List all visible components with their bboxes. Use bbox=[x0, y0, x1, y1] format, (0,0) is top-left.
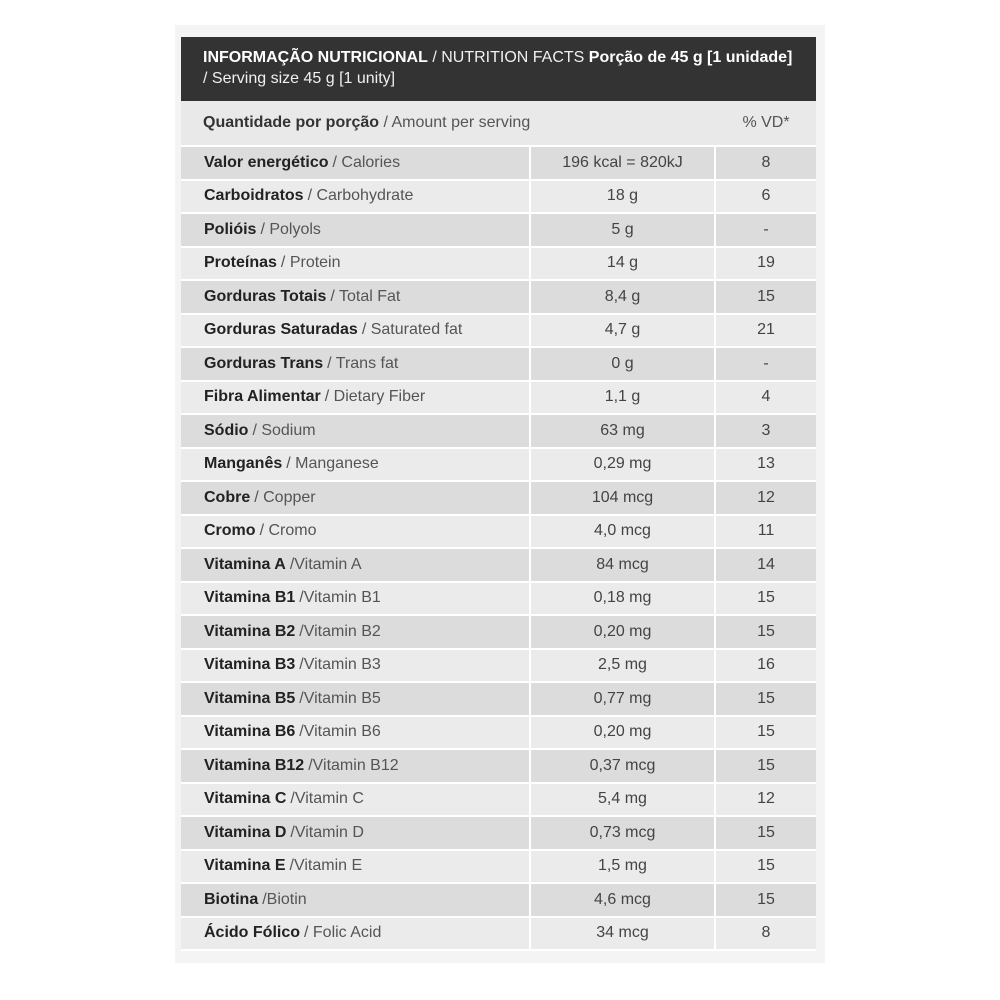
nutrient-amount: 4,7 g bbox=[531, 315, 716, 347]
nutrient-daily-value: 12 bbox=[757, 790, 775, 808]
nutrient-amount: 4,6 mcg bbox=[531, 884, 716, 916]
nutrient-name-en: / Trans fat bbox=[327, 354, 399, 372]
nutrient-daily-value: 15 bbox=[757, 756, 775, 774]
nutrient-name-pt: Vitamina B5 bbox=[204, 689, 296, 707]
nutrient-name-en: / Saturated fat bbox=[361, 321, 463, 339]
nutrient-name bbox=[181, 784, 531, 816]
table-row bbox=[181, 482, 816, 516]
nutrient-daily-value: 15 bbox=[757, 689, 775, 707]
nutrient-name-en: /Vitamin A bbox=[289, 555, 362, 573]
nutrient-daily-value: 19 bbox=[757, 254, 775, 272]
nutrient-name bbox=[181, 683, 531, 715]
nutrient-daily-value: 15 bbox=[757, 823, 775, 841]
nutrient-daily-value: 15 bbox=[757, 589, 775, 607]
nutrient-name-pt: Vitamina B2 bbox=[204, 622, 296, 640]
amount-label bbox=[181, 114, 716, 132]
amount-label-pt: Quantidade por porção bbox=[203, 114, 380, 131]
nutrient-name-pt: Vitamina D bbox=[204, 823, 287, 841]
nutrient-amount: 1,1 g bbox=[531, 382, 716, 414]
nutrition-panel bbox=[175, 25, 825, 963]
table-row bbox=[181, 683, 816, 717]
nutrient-name-en: / Cromo bbox=[259, 522, 317, 540]
nutrient-name-en: /Vitamin E bbox=[289, 857, 363, 875]
nutrient-name bbox=[181, 315, 531, 347]
nutrient-daily-value: 13 bbox=[757, 455, 775, 473]
table-row bbox=[181, 817, 816, 851]
table-row bbox=[181, 650, 816, 684]
nutrient-amount: 14 g bbox=[531, 248, 716, 280]
table-row bbox=[181, 616, 816, 650]
nutrient-daily-value: 3 bbox=[761, 421, 771, 439]
nutrient-name-pt: Vitamina B1 bbox=[204, 589, 296, 607]
nutrient-name-en: /Vitamin D bbox=[290, 823, 364, 841]
nutrient-amount: 63 mg bbox=[531, 415, 716, 447]
table-row bbox=[181, 717, 816, 751]
nutrient-name-en: / Total Fat bbox=[330, 287, 401, 305]
nutrient-amount: 196 kcal = 820kJ bbox=[531, 147, 716, 179]
nutrient-name-en: /Vitamin B2 bbox=[299, 622, 381, 640]
nutrition-table bbox=[181, 37, 816, 951]
nutrient-name-pt: Vitamina C bbox=[204, 790, 287, 808]
nutrient-daily-value: - bbox=[763, 220, 769, 238]
nutrient-daily-value: 12 bbox=[757, 488, 775, 506]
table-row bbox=[181, 214, 816, 248]
nutrient-name bbox=[181, 449, 531, 481]
table-row bbox=[181, 382, 816, 416]
nutrient-name-en: /Vitamin B6 bbox=[299, 723, 381, 741]
nutrient-name bbox=[181, 382, 531, 414]
nutrient-name bbox=[181, 851, 531, 883]
nutrient-name bbox=[181, 650, 531, 682]
nutrient-name-en: / Folic Acid bbox=[304, 924, 382, 942]
amount-label-en: / Amount per serving bbox=[383, 114, 531, 131]
nutrient-name-en: /Vitamin B1 bbox=[299, 589, 381, 607]
nutrient-daily-value: 4 bbox=[761, 388, 771, 406]
nutrient-name-en: / Protein bbox=[280, 254, 341, 272]
nutrient-amount: 84 mcg bbox=[531, 549, 716, 581]
table-row bbox=[181, 281, 816, 315]
nutrition-title-bar bbox=[181, 37, 816, 101]
nutrient-daily-value: 15 bbox=[757, 857, 775, 875]
serving-pt: Porção de 45 g [1 unidade] bbox=[588, 49, 793, 66]
nutrient-daily-value: 16 bbox=[757, 656, 775, 674]
nutrient-name-pt: Ácido Fólico bbox=[204, 924, 300, 942]
nutrient-daily-value: 21 bbox=[757, 321, 775, 339]
nutrient-name bbox=[181, 482, 531, 514]
nutrient-name-en: /Vitamin B3 bbox=[299, 656, 381, 674]
nutrient-amount: 4,0 mcg bbox=[531, 516, 716, 548]
nutrient-daily-value: 15 bbox=[757, 622, 775, 640]
nutrient-daily-value: 15 bbox=[757, 890, 775, 908]
nutrient-name-pt: Vitamina A bbox=[204, 555, 286, 573]
nutrient-amount: 8,4 g bbox=[531, 281, 716, 313]
nutrient-name-pt: Vitamina B3 bbox=[204, 656, 296, 674]
table-row bbox=[181, 784, 816, 818]
nutrient-daily-value: 15 bbox=[757, 723, 775, 741]
nutrient-name bbox=[181, 750, 531, 782]
nutrient-name bbox=[181, 884, 531, 916]
nutrient-daily-value: 8 bbox=[761, 153, 771, 171]
nutrient-name-en: / Manganese bbox=[286, 455, 379, 473]
nutrient-name bbox=[181, 549, 531, 581]
nutrient-name-pt: Carboidratos bbox=[204, 187, 304, 205]
nutrient-name-pt: Gorduras Saturadas bbox=[204, 321, 358, 339]
nutrient-name bbox=[181, 214, 531, 246]
nutrient-name-pt: Gorduras Totais bbox=[204, 287, 327, 305]
nutrient-amount: 5,4 mg bbox=[531, 784, 716, 816]
nutrient-name-en: / Polyols bbox=[260, 220, 321, 238]
nutrient-amount: 104 mcg bbox=[531, 482, 716, 514]
nutrient-name-pt: Fibra Alimentar bbox=[204, 388, 321, 406]
nutrient-daily-value: 6 bbox=[761, 187, 771, 205]
nutrient-name bbox=[181, 248, 531, 280]
nutrient-name bbox=[181, 817, 531, 849]
nutrient-name bbox=[181, 918, 531, 950]
nutrient-name-pt: Proteínas bbox=[204, 254, 277, 272]
nutrient-name-pt: Vitamina E bbox=[204, 857, 286, 875]
nutrient-name-en: / Calories bbox=[332, 153, 401, 171]
nutrient-amount: 0,18 mg bbox=[531, 583, 716, 615]
nutrient-amount: 2,5 mg bbox=[531, 650, 716, 682]
table-row bbox=[181, 851, 816, 885]
nutrient-rows bbox=[181, 147, 816, 951]
nutrient-amount: 0,77 mg bbox=[531, 683, 716, 715]
nutrient-name-pt: Vitamina B6 bbox=[204, 723, 296, 741]
nutrient-name bbox=[181, 616, 531, 648]
nutrient-name-en: / Dietary Fiber bbox=[324, 388, 426, 406]
table-row bbox=[181, 415, 816, 449]
nutrient-daily-value: 15 bbox=[757, 287, 775, 305]
nutrient-name bbox=[181, 348, 531, 380]
nutrient-amount: 0 g bbox=[531, 348, 716, 380]
nutrient-daily-value: - bbox=[763, 354, 769, 372]
nutrient-daily-value: 8 bbox=[761, 924, 771, 942]
nutrient-amount: 0,20 mg bbox=[531, 616, 716, 648]
nutrient-daily-value: 14 bbox=[757, 555, 775, 573]
nutrient-name-en: / Copper bbox=[254, 488, 316, 506]
table-row bbox=[181, 549, 816, 583]
nutrient-name-en: /Biotin bbox=[262, 890, 307, 908]
nutrient-name-en: /Vitamin B5 bbox=[299, 689, 381, 707]
nutrient-name-en: / Carbohydrate bbox=[307, 187, 414, 205]
table-row bbox=[181, 750, 816, 784]
nutrient-amount: 34 mcg bbox=[531, 918, 716, 950]
nutrient-name-pt: Cromo bbox=[204, 522, 256, 540]
nutrient-amount: 0,20 mg bbox=[531, 717, 716, 749]
nutrient-daily-value: 11 bbox=[757, 522, 775, 540]
nutrient-name-en: /Vitamin C bbox=[290, 790, 364, 808]
table-row bbox=[181, 583, 816, 617]
table-row bbox=[181, 348, 816, 382]
nutrient-amount: 0,37 mcg bbox=[531, 750, 716, 782]
table-row bbox=[181, 884, 816, 918]
nutrient-name-pt: Vitamina B12 bbox=[204, 756, 305, 774]
table-row bbox=[181, 147, 816, 181]
nutrient-name bbox=[181, 583, 531, 615]
nutrient-name-pt: Valor energético bbox=[204, 153, 329, 171]
nutrient-name-pt: Sódio bbox=[204, 421, 249, 439]
nutrient-amount: 0,73 mcg bbox=[531, 817, 716, 849]
title-en: / NUTRITION FACTS bbox=[432, 49, 585, 66]
table-row bbox=[181, 248, 816, 282]
nutrient-amount: 5 g bbox=[531, 214, 716, 246]
vd-header: % VD* bbox=[742, 114, 790, 131]
nutrient-amount: 1,5 mg bbox=[531, 851, 716, 883]
serving-en: / Serving size 45 g [1 unity] bbox=[203, 70, 396, 87]
table-row bbox=[181, 449, 816, 483]
nutrient-name bbox=[181, 717, 531, 749]
table-row bbox=[181, 181, 816, 215]
nutrient-name-pt: Manganês bbox=[204, 455, 283, 473]
table-row bbox=[181, 516, 816, 550]
nutrient-amount: 18 g bbox=[531, 181, 716, 213]
nutrient-name-pt: Gorduras Trans bbox=[204, 354, 324, 372]
nutrient-name bbox=[181, 147, 531, 179]
nutrient-name bbox=[181, 281, 531, 313]
table-row bbox=[181, 918, 816, 952]
nutrient-name-pt: Biotina bbox=[204, 890, 259, 908]
table-row bbox=[181, 315, 816, 349]
nutrient-name-en: / Sodium bbox=[252, 421, 316, 439]
amount-per-serving-row bbox=[181, 101, 816, 147]
nutrient-name-en: /Vitamin B12 bbox=[308, 756, 399, 774]
nutrient-name bbox=[181, 415, 531, 447]
title-pt: INFORMAÇÃO NUTRICIONAL bbox=[203, 49, 428, 66]
nutrient-name-pt: Polióis bbox=[204, 220, 257, 238]
nutrient-amount: 0,29 mg bbox=[531, 449, 716, 481]
nutrient-name bbox=[181, 516, 531, 548]
nutrient-name bbox=[181, 181, 531, 213]
nutrient-name-pt: Cobre bbox=[204, 488, 251, 506]
